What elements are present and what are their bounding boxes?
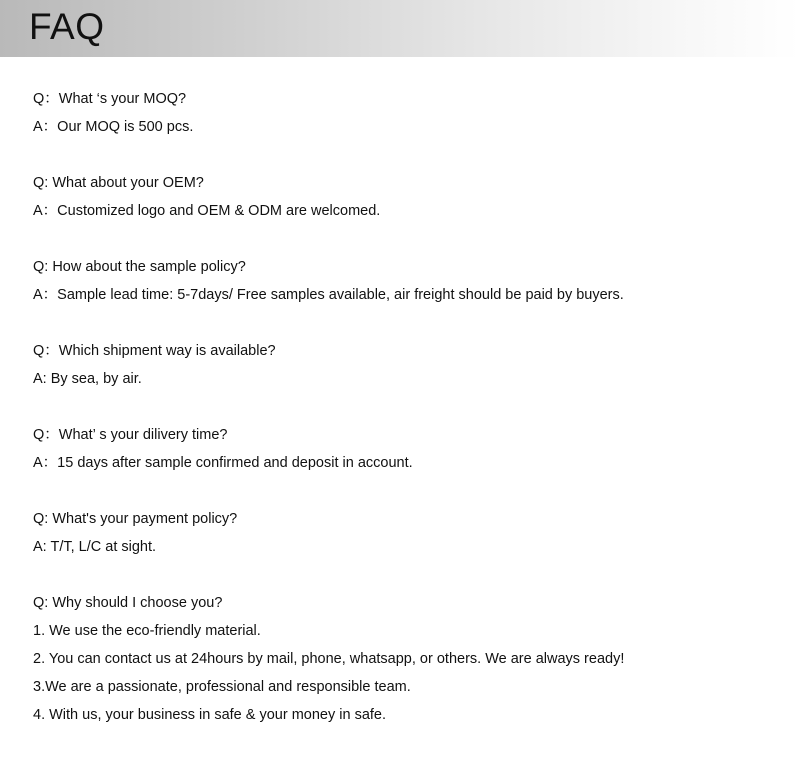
faq-question: Q: How about the sample policy? <box>33 259 246 275</box>
faq-item-payment <box>33 505 773 561</box>
faq-question: Q: Why should I choose you? <box>33 595 223 611</box>
faq-item-delivery-time <box>33 421 773 477</box>
faq-answer: A: T/T, L/C at sight. <box>33 539 157 555</box>
faq-question: Q: What's your payment policy? <box>33 511 238 527</box>
reason-item: 1. We use the eco-friendly material. <box>33 623 261 639</box>
reason-item: 3.We are a passionate, professional and responsible team. <box>33 679 411 695</box>
faq-item-why-choose-us <box>33 589 773 729</box>
faq-answer: A：15 days after sample confirmed and deposit in account. <box>33 455 413 471</box>
faq-question: Q：What ‘s your MOQ? <box>33 91 187 107</box>
faq-answer: A：Our MOQ is 500 pcs. <box>33 119 194 135</box>
faq-item-shipment <box>33 337 773 393</box>
faq-content <box>33 85 773 757</box>
reason-item: 4. With us, your business in safe & your money in safe. <box>33 707 386 723</box>
faq-answer: A: By sea, by air. <box>33 371 142 387</box>
faq-question: Q: What about your OEM? <box>33 175 204 191</box>
faq-item-moq <box>33 85 773 141</box>
faq-answer: A：Sample lead time: 5-7days/ Free samples available, air freight should be paid by buyers. <box>33 287 624 303</box>
reason-item: 2. You can contact us at 24hours by mail, phone, whatsapp, or others. We are always ready! <box>33 651 625 667</box>
faq-question: Q：What’ s your dilivery time? <box>33 427 228 443</box>
faq-question: Q：Which shipment way is available? <box>33 343 276 359</box>
faq-item-sample-policy <box>33 253 773 309</box>
faq-item-oem <box>33 169 773 225</box>
page-title: FAQ <box>29 6 105 47</box>
faq-answer: A：Customized logo and OEM & ODM are welcomed. <box>33 203 381 219</box>
faq-header-bar <box>0 0 800 57</box>
